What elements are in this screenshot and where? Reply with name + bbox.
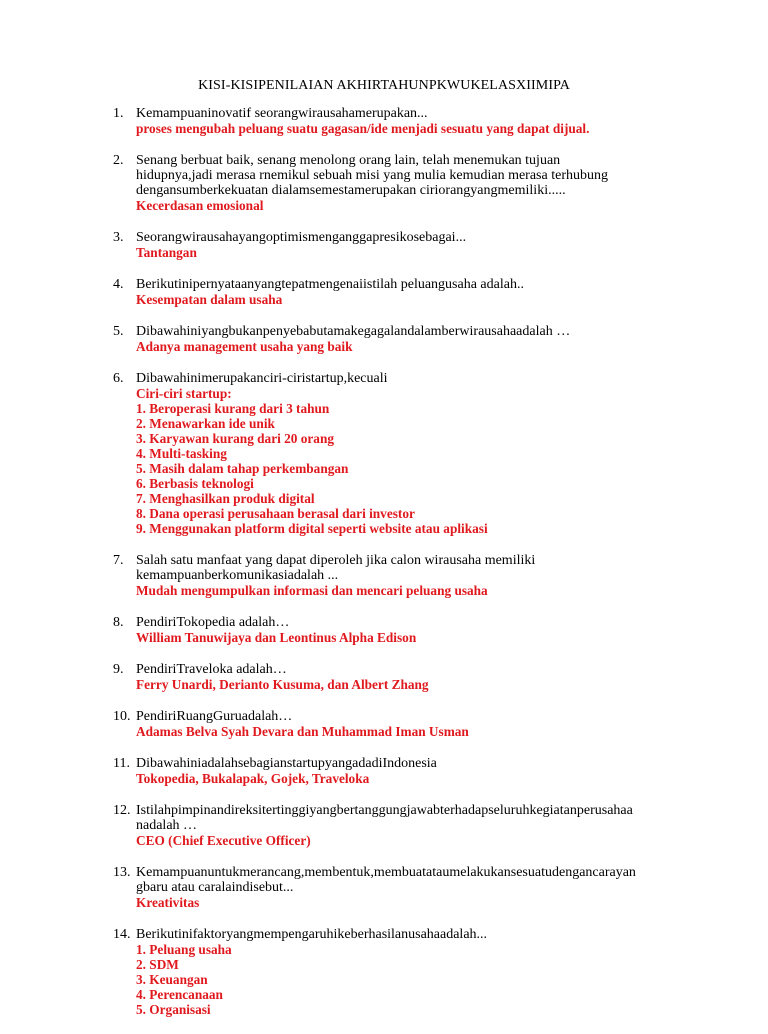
answer-text: Kesempatan dalam usaha [136,292,283,307]
answer-list-item: 2. SDM [136,957,179,972]
question-text: Berikutinifaktoryangmempengaruhikeberhasilanusahaadalah... [136,927,488,942]
answer-text: Ciri-ciri startup: [136,386,232,401]
question-item [113,865,753,910]
answer-text: proses mengubah peluang suatu gagasan/ide menjadi sesuatu yang dapat dijual. [136,121,590,136]
answer-text: Tantangan [136,245,197,260]
question-text: PendiriTokopedia adalah… [136,615,290,630]
question-text: Kemampuaninovatif seorangwirausahamerupakan... [136,106,428,121]
answer-list-item: 5. Organisasi [136,1002,211,1017]
question-text: DibawahiniadalahsebagianstartupyangadadiIndonesia [136,756,437,771]
question-item [113,553,753,598]
question-number: 10. [113,709,131,724]
answer-list-item: 3. Keuangan [136,972,208,987]
question-item [113,371,753,536]
question-number: 1. [113,106,124,121]
question-number: 14. [113,927,131,942]
answer-list-item: 4. Multi-tasking [136,446,227,461]
answer-text: Adanya management usaha yang baik [136,339,353,354]
answer-list-item: 1. Beroperasi kurang dari 3 tahun [136,401,330,416]
question-text: Berikutinipernyataanyangtepatmengenaiistilah peluangusaha adalah.. [136,277,524,292]
question-item [113,756,753,786]
question-text: PendiriTraveloka adalah… [136,662,287,677]
answer-list-item: 7. Menghasilkan produk digital [136,491,315,506]
question-number: 9. [113,662,124,677]
answer-list-item: 4. Perencanaan [136,987,223,1002]
question-text: Seorangwirausahayangoptimismenganggapresikosebagai... [136,230,467,245]
answer-text: William Tanuwijaya dan Leontinus Alpha Edison [136,630,417,645]
answer-text: Mudah mengumpulkan informasi dan mencari peluang usaha [136,583,488,598]
question-number: 7. [113,553,124,568]
question-item [113,615,753,645]
question-item [113,324,753,354]
question-number: 13. [113,865,131,880]
question-item [113,106,753,136]
question-text: Dibawahinimerupakanciri-ciristartup,kecuali [136,371,388,386]
question-number: 12. [113,803,131,818]
question-number: 11. [113,756,130,771]
answer-list-item: 5. Masih dalam tahap perkembangan [136,461,349,476]
question-item [113,662,753,692]
answer-text: Kecerdasan emosional [136,198,264,213]
answer-list-item: 2. Menawarkan ide unik [136,416,275,431]
question-list [113,106,753,1034]
question-text: Salah satu manfaat yang dapat diperoleh jika calon wirausaha memiliki kemampuanberkomunikasiadalah ... [136,553,536,583]
question-text: Kemampuanuntukmerancang,membentuk,membuatataumelakukansesuatudengancarayan gbaru atau caralaindisebut... [136,865,636,895]
question-number: 3. [113,230,124,245]
answer-list-item: 9. Menggunakan platform digital seperti website atau aplikasi [136,521,488,536]
answer-text: Tokopedia, Bukalapak, Gojek, Traveloka [136,771,370,786]
question-text: Dibawahiniyangbukanpenyebabutamakegagalandalamberwirausahaadalah … [136,324,571,339]
question-number: 4. [113,277,124,292]
answer-list-item: 6. Berbasis teknologi [136,476,254,491]
question-item [113,230,753,260]
question-item [113,153,753,213]
question-text: Istilahpimpinandireksitertinggiyangbertanggungjawabterhadapseluruhkegiatanperusahaa nadalah … [136,803,633,833]
question-number: 6. [113,371,124,386]
answer-text: Kreativitas [136,895,200,910]
answer-text: Ferry Unardi, Derianto Kusuma, dan Albert Zhang [136,677,429,692]
question-number: 5. [113,324,124,339]
answer-list-item: 3. Karyawan kurang dari 20 orang [136,431,334,446]
question-item [113,803,753,848]
question-number: 2. [113,153,124,168]
question-text: PendiriRuangGuruadalah… [136,709,293,724]
question-number: 8. [113,615,124,630]
answer-list-item: 1. Peluang usaha [136,942,232,957]
answer-text: CEO (Chief Executive Officer) [136,833,311,848]
question-item [113,927,753,1017]
document-title: KISI-KISIPENILAIAN AKHIRTAHUNPKWUKELASXIIMIPA [198,78,570,93]
answer-list-item: 8. Dana operasi perusahaan berasal dari investor [136,506,415,521]
answer-text: Adamas Belva Syah Devara dan Muhammad Iman Usman [136,724,469,739]
question-item [113,277,753,307]
question-text: Senang berbuat baik, senang menolong orang lain, telah menemukan tujuan hidupnya,jadi merasa rnemikul sebuah misi yang mulia kemudian merasa terhubung dengansumberkekuatan dialamsemestamerupakan ciriorangyangmemiliki..... [136,153,608,198]
question-item [113,709,753,739]
